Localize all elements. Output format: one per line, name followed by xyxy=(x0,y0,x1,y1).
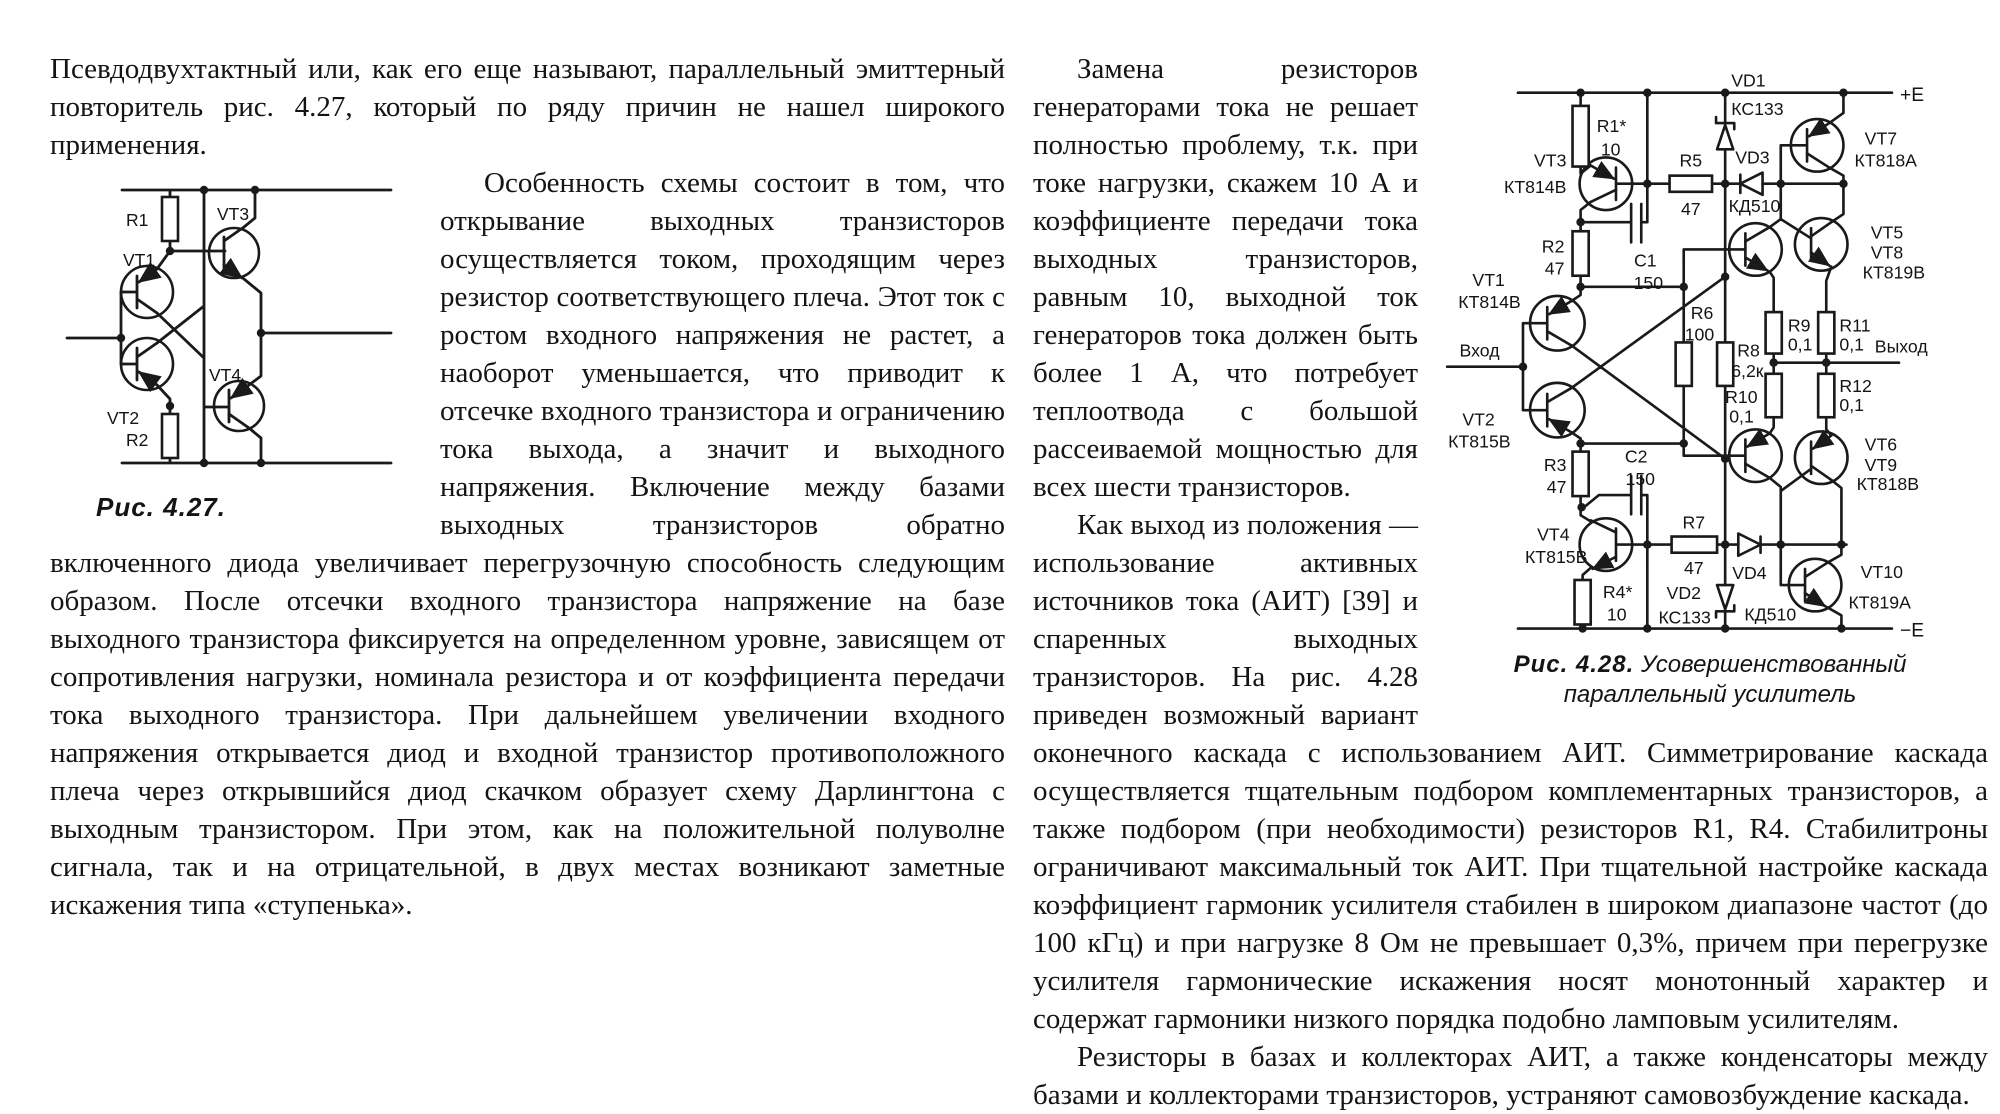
label-vd1: VD1 xyxy=(1731,70,1766,91)
label-vt10-type: КТ819А xyxy=(1848,592,1911,613)
label-input: Вход xyxy=(1459,340,1500,361)
diode-vd4 xyxy=(1738,534,1760,556)
paragraph-left-2: Особенность схемы состоит в том, что открывание выходных транзисторов осуществляется током, проходящим через резистор соответствующего плеча. Этот ток с ростом входного напряжения не растет, а наоборот уменьшается, что приводит к отсечке входного транзистора и ограничению тока выхода, а значит и выходного напряжения. Включение между базами выходных транзисторов обратно включенного диода увеличивает перегрузочную способность следующим образом. После отсечки входного транзистора напряжение на базе выходного транзистора фиксируется на определенном уровне, зависящем от сопротивления нагрузки, номинала резистора и от коэффициента передачи тока выходного транзистора. При дальнейшем увеличении входного напряжения открывается диод и входной транзистор противоположного плеча через открывшийся диод скачком образует схему Дарлингтона с выходным транзистором. При этом, как на положительной полуволне сигнала, так и на отрицательной, в двух местах возникают заметные искажения типа «ступенька». xyxy=(50,167,1005,921)
label-vt1: VT1 xyxy=(123,250,156,270)
resistor-r10 xyxy=(1766,374,1782,417)
label-vt4: VT4 xyxy=(1537,524,1570,545)
label-r10-value: 0,1 xyxy=(1729,406,1754,427)
resistor-r4 xyxy=(1575,580,1591,624)
label-vt3: VT3 xyxy=(1533,150,1567,171)
label-r4: R4* xyxy=(1602,582,1633,603)
schematic-4-27-svg xyxy=(56,178,402,478)
label-vd2: VD2 xyxy=(1666,583,1701,604)
resistor-r3 xyxy=(1573,452,1589,496)
left-flow xyxy=(50,164,1005,924)
paragraph-left-1: Псевдодвухтактный или, как его еще называют, параллельный эмиттерный повторитель рис. 4.27, который по ряду причин не нашел широкого применения. xyxy=(50,53,1005,161)
paragraph-right-3: Резисторы в базах и коллекторах АИТ, а также конденсаторы между базами и коллекторами транзисторов, устраняют самовозбуждение каскада. xyxy=(1033,1041,1988,1111)
label-r2: R2 xyxy=(126,430,149,450)
resistor-r12 xyxy=(1818,374,1834,417)
label-vt2: VT2 xyxy=(107,408,140,428)
label-c1: C1 xyxy=(1633,250,1657,271)
label-r10: R10 xyxy=(1725,387,1758,408)
circuit-wires-428 xyxy=(1447,88,1899,632)
figure-4-28-caption-text: Усовершенствованный параллельный усилитель xyxy=(1563,651,1907,708)
label-vt4: VT4 xyxy=(209,365,242,385)
label-r1: R1 xyxy=(126,210,149,230)
figure-4-27 xyxy=(56,178,414,523)
resistor-r6 xyxy=(1676,342,1692,385)
label-vt7: VT7 xyxy=(1864,128,1898,149)
label-r8-value: 6,2к xyxy=(1731,360,1764,381)
label-r5: R5 xyxy=(1679,150,1703,171)
label-vt2-type: КТ815В xyxy=(1448,431,1511,452)
resistor-r2 xyxy=(1573,231,1589,275)
label-r6-value: 100 xyxy=(1684,324,1715,345)
schematic-4-28-svg xyxy=(1432,52,1988,644)
label-vt2: VT2 xyxy=(1462,409,1495,430)
label-vt10: VT10 xyxy=(1860,561,1903,582)
label-vt1: VT1 xyxy=(1472,269,1505,290)
resistor-r2-427 xyxy=(162,414,178,458)
transistor-vt9 xyxy=(1795,431,1848,484)
label-vt8: VT8 xyxy=(1870,242,1904,263)
label-r3-value: 47 xyxy=(1546,477,1567,498)
right-column xyxy=(1033,50,1988,1114)
label-r7: R7 xyxy=(1682,512,1706,533)
label-r8: R8 xyxy=(1737,340,1760,361)
label-r3: R3 xyxy=(1543,454,1567,475)
label-vd2-type: КС133 xyxy=(1658,607,1711,628)
label-c2-value: 150 xyxy=(1625,468,1656,489)
label-r2: R2 xyxy=(1541,236,1565,257)
figure-4-27-caption: Рис. 4.27. xyxy=(96,492,226,522)
label-vd4-type: КД510 xyxy=(1744,604,1797,625)
figure-4-28-caption xyxy=(1470,650,1950,710)
transistor-vt8 xyxy=(1795,218,1848,271)
label-c1-value: 150 xyxy=(1633,272,1664,293)
label-output: Выход xyxy=(1874,336,1928,357)
label-vd3: VD3 xyxy=(1735,147,1770,168)
left-column xyxy=(50,50,1005,1114)
resistor-r11 xyxy=(1818,312,1834,353)
label-minus-e: −E xyxy=(1900,620,1925,642)
label-r9: R9 xyxy=(1787,315,1811,336)
label-vt7-type: КТ818А xyxy=(1854,150,1917,171)
label-vt58-type: КТ819В xyxy=(1862,262,1926,283)
label-r7-value: 47 xyxy=(1683,557,1704,578)
label-r1-value: 10 xyxy=(1600,139,1621,160)
diode-vd3 xyxy=(1740,173,1762,195)
label-vd3-type: КД510 xyxy=(1728,196,1781,217)
zener-vd2 xyxy=(1716,585,1734,617)
label-r2-value: 47 xyxy=(1544,258,1565,279)
label-vt3: VT3 xyxy=(217,204,250,224)
label-r9-value: 0,1 xyxy=(1787,334,1813,355)
label-vd1-type: КС133 xyxy=(1731,98,1784,119)
label-r11: R11 xyxy=(1839,315,1871,336)
resistor-r5 xyxy=(1670,176,1712,192)
label-vt1-type: КТ814В xyxy=(1458,292,1521,313)
label-r11-value: 0,1 xyxy=(1839,334,1864,355)
label-vt6: VT6 xyxy=(1864,434,1898,455)
figure-4-28-caption-number: Рис. 4.28. xyxy=(1513,651,1635,678)
label-c2: C2 xyxy=(1624,446,1648,467)
figure-4-28 xyxy=(1432,52,1988,710)
label-vd4: VD4 xyxy=(1732,562,1767,583)
resistor-r7 xyxy=(1672,537,1717,553)
label-r4-value: 10 xyxy=(1606,604,1627,625)
zener-vd1 xyxy=(1716,117,1734,149)
label-vt3-type: КТ814В xyxy=(1504,176,1567,197)
label-plus-e: +E xyxy=(1900,84,1925,106)
label-r1: R1* xyxy=(1596,116,1627,137)
label-r5-value: 47 xyxy=(1680,199,1701,220)
label-vt9: VT9 xyxy=(1864,454,1898,475)
resistor-r1-427 xyxy=(162,197,178,241)
label-vt4-type: КТ815В xyxy=(1525,546,1588,567)
paragraph-right-2: Как выход из положения — использование активных источников тока (АИТ) [39] и спаренных выходных транзисторов. На рис. 4.28 приведен возможный вариант оконечного каскада с использованием АИТ. Симметрирование каскада осуществляется тщательным подбором комплементарных транзисторов, а также подбором (при необходимости) резисторов R1, R4. Стабилитроны ограничивают максимальный ток АИТ. При тщательной настройке каскада коэффициент гармоник усилителя стабилен в широком диапазоне частот (до 100 кГц) и при нагрузке 8 Ом не превышает 0,3%, причем при перегрузке усилителя гармонические искажения носят монотонный характер и содержат гармоники низкого порядка подобно ламповым усилителям. xyxy=(1033,509,1988,1035)
paragraph-right-1: Замена резисторов генераторами тока не решает полностью проблему, т.к. при токе нагрузки, скажем 10 А и коэффициенте передачи тока выходных транзисторов, равным 10, выходной ток генераторов тока должен быть более 1 А, что потребует теплоотвода с большой рассеиваемой мощностью для всех шести транзисторов. xyxy=(1033,53,1418,503)
resistor-r1 xyxy=(1573,106,1589,167)
resistor-r9 xyxy=(1766,312,1782,353)
label-vt69-type: КТ818В xyxy=(1856,474,1920,495)
label-vt5: VT5 xyxy=(1870,222,1904,243)
label-r12: R12 xyxy=(1839,375,1872,396)
label-r6: R6 xyxy=(1690,303,1714,324)
label-r12-value: 0,1 xyxy=(1839,395,1864,416)
